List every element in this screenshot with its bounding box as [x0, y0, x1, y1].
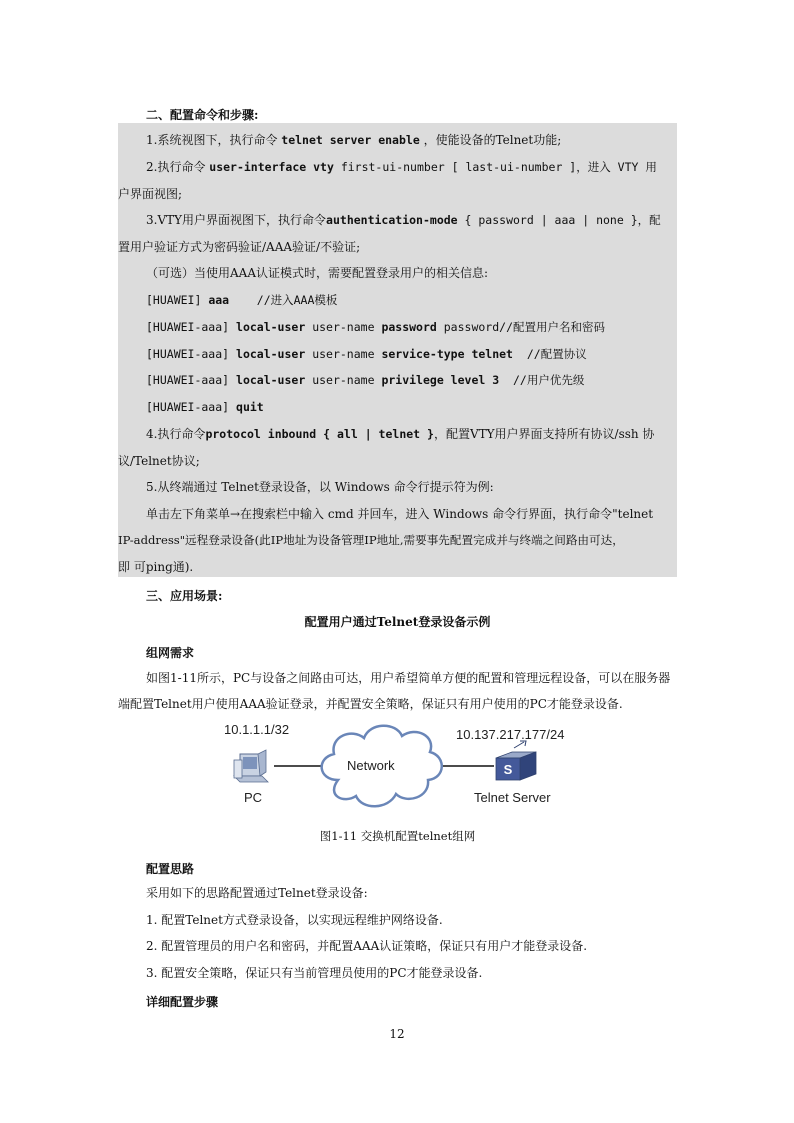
networking-requirements-title: 组网需求 [146, 646, 195, 660]
step-3-command: authentication-mode [326, 213, 458, 227]
step-4-continued: 议/Telnet协议; [118, 454, 200, 468]
step-4-command: protocol inbound { all | telnet } [205, 427, 434, 441]
cmd2-keyword2: password [381, 320, 437, 334]
server-ip-label: 10.137.217.177/24 [456, 727, 565, 742]
step-5-detail-1: 单击左下角菜单→在搜索栏中输入 cmd 并回车，进入 Windows 命令行界面，执行命令"telnet [146, 507, 654, 521]
step-3-text: 3.VTY用户界面视图下，执行命令 [146, 213, 327, 227]
cmd1-comment: //进入AAA模板 [229, 293, 338, 307]
svg-text:S: S [503, 762, 513, 777]
network-diagram [210, 718, 590, 818]
step-5-detail-2: IP-address"远程登录设备(此IP地址为设备管理IP地址,需要事先配置完成并与终端之间路由可达， [118, 533, 624, 547]
step-2-text: 2.执行命令 [146, 160, 210, 174]
section-2-title: 二、配置命令和步骤: [146, 108, 259, 122]
networking-requirements-line-2: 端配置Telnet用户使用AAA验证登录，并配置安全策略，保证只有用户使用的PC才能登录设备. [118, 697, 623, 711]
cmd4-keyword2: privilege level 3 [381, 373, 500, 387]
step-1-text: 1.系统视图下，执行命令 [146, 133, 282, 147]
detail-steps-title: 详细配置步骤 [146, 995, 219, 1009]
command-aaa [146, 293, 337, 307]
cmd5-keyword: quit [236, 400, 264, 414]
server-label: Telnet Server [474, 790, 551, 805]
step-1-text-end: ，使能设备的Telnet功能; [419, 133, 562, 147]
figure-caption: 图1-11 交换机配置telnet组网 [319, 829, 476, 843]
config-idea-item-2: 2. 配置管理员的用户名和密码，并配置AAA认证策略，保证只有用户才能登录设备. [146, 939, 588, 953]
step-3 [146, 213, 661, 227]
cmd4-mid: user-name [305, 373, 382, 387]
networking-requirements-line-1: 如图1-11所示，PC与设备之间路由可达，用户希望简单方便的配置和管理远程设备，可以在服务器 [146, 671, 671, 685]
cmd2-mid: user-name [305, 320, 382, 334]
cmd5-prompt: [HUAWEI-aaa] [146, 400, 237, 414]
step-5-detail-3: 即 可ping通). [118, 560, 194, 574]
cmd4-keyword1: local-user [236, 373, 306, 387]
example-title: 配置用户通过Telnet登录设备示例 [304, 615, 491, 629]
cmd2-prompt: [HUAWEI-aaa] [146, 320, 237, 334]
config-idea-item-3: 3. 配置安全策略，保证只有当前管理员使用的PC才能登录设备. [146, 966, 483, 980]
step-2-continued: 户界面视图; [118, 187, 183, 201]
network-label: Network [347, 758, 395, 773]
step-3-text-end: { password | aaa | none }，配 [457, 213, 661, 227]
command-local-user-service-type [146, 347, 587, 361]
cmd2-keyword1: local-user [236, 320, 306, 334]
cmd3-keyword2: service-type telnet [381, 347, 513, 361]
cmd4-prompt: [HUAWEI-aaa] [146, 373, 237, 387]
step-2-text-end: first-ui-number [ last-ui-number ]，进入 VTY 用 [333, 160, 657, 174]
config-idea-title: 配置思路 [146, 862, 195, 876]
cmd3-mid: user-name [305, 347, 382, 361]
command-local-user-password [146, 320, 605, 334]
command-quit [146, 400, 264, 414]
page-number: 12 [389, 1027, 405, 1041]
config-idea-intro: 采用如下的思路配置通过Telnet登录设备: [146, 886, 368, 900]
step-4-text-end: ，配置VTY用户界面支持所有协议/ssh 协 [433, 427, 655, 441]
section-3-title: 三、应用场景: [146, 589, 223, 603]
pc-icon [234, 750, 268, 782]
step-2-command: user-interface vty [209, 160, 334, 174]
cmd1-keyword: aaa [208, 293, 230, 307]
config-idea-item-1: 1. 配置Telnet方式登录设备，以实现远程维护网络设备. [146, 913, 443, 927]
cmd4-tail: //用户优先级 [499, 373, 585, 387]
step-3-continued: 置用户验证方式为密码验证/AAA验证/不验证; [118, 240, 361, 254]
switch-icon [496, 741, 536, 780]
command-local-user-privilege [146, 373, 584, 387]
cmd3-prompt: [HUAWEI-aaa] [146, 347, 237, 361]
pc-label: PC [244, 790, 263, 805]
step-2 [146, 160, 657, 174]
optional-note: （可选）当使用AAA认证模式时，需要配置登录用户的相关信息: [146, 266, 489, 280]
cmd3-tail: //配置协议 [513, 347, 587, 361]
step-5: 5.从终端通过 Telnet登录设备，以 Windows 命令行提示符为例: [146, 480, 494, 494]
step-4-text: 4.执行命令 [146, 427, 206, 441]
step-4 [146, 427, 654, 441]
cmd2-tail: password//配置用户名和密码 [436, 320, 605, 334]
cmd1-prompt: [HUAWEI] [146, 293, 209, 307]
step-1 [146, 133, 561, 147]
step-1-command: telnet server enable [281, 133, 420, 147]
cmd3-keyword1: local-user [236, 347, 306, 361]
pc-ip-label: 10.1.1.1/32 [224, 722, 290, 737]
